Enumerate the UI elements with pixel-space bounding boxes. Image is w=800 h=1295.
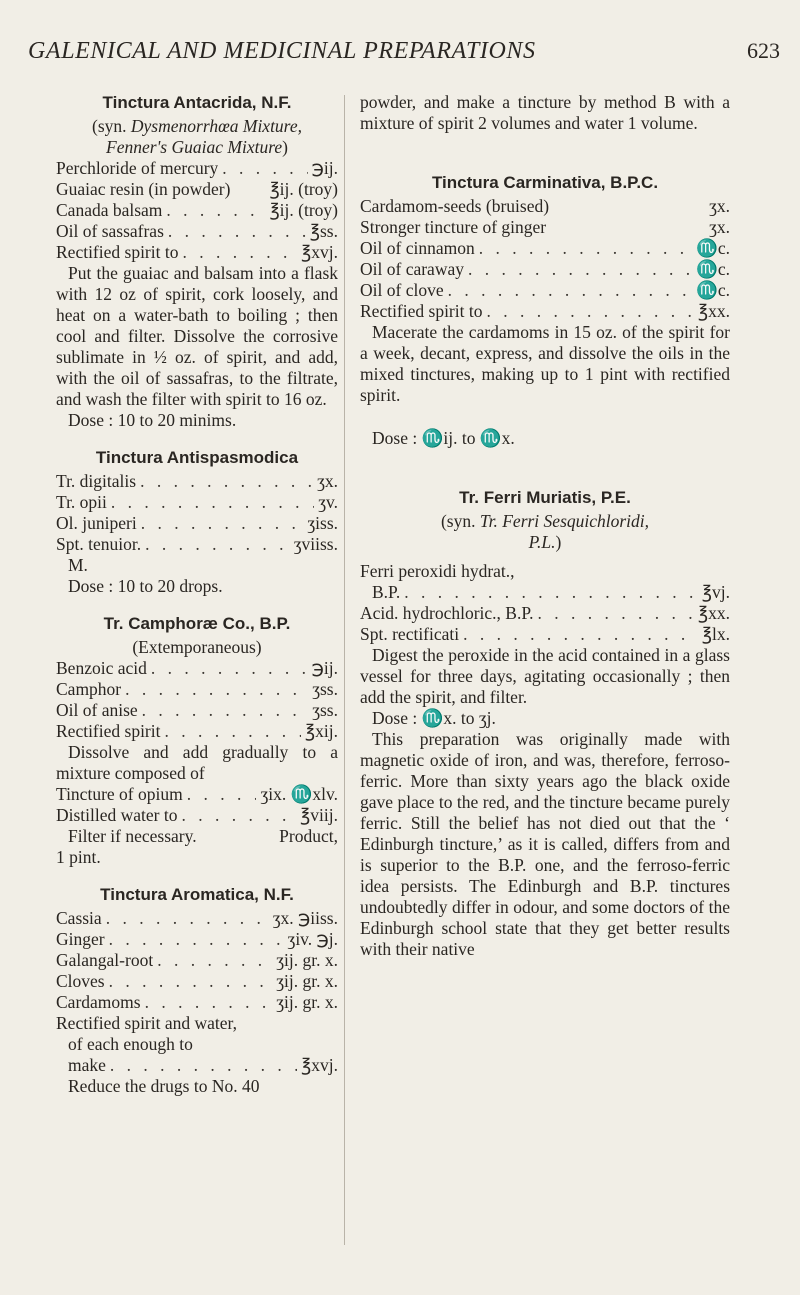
ingredient-qty: ʒss. (312, 679, 338, 699)
synonym-line-2 (56, 137, 338, 158)
ingredient-name: Guaiac resin (in powder) (56, 179, 231, 199)
dose-text: Dose : 10 to 20 drops. (68, 576, 223, 596)
ingredient-row (360, 301, 730, 322)
ingredient-qty: ℥xvj. (301, 242, 338, 262)
method-text: Reduce the drugs to No. 40 (68, 1076, 260, 1096)
ingredient-row (360, 196, 730, 217)
ingredient-name: Ol. juniperi (56, 513, 137, 533)
page-number: 623 (747, 38, 780, 63)
synonym-prefix: (syn. (440, 511, 480, 531)
ingredient-qty: ʒx. (709, 196, 730, 216)
ingredient-row (56, 700, 338, 721)
right-column (360, 92, 730, 960)
ingredient-name: make (68, 1055, 106, 1075)
ingredient-row (56, 971, 338, 992)
ingredient-row (56, 929, 338, 950)
ingredient-row (56, 179, 338, 200)
ingredient-name: Rectified spirit to (360, 301, 483, 321)
ingredient-name: Tr. digitalis (56, 471, 137, 491)
ingredient-qty: ʒij. gr. x. (276, 992, 338, 1012)
filter-line (56, 826, 338, 847)
recipe-camphorae (56, 613, 338, 868)
ingredient-row (56, 908, 338, 929)
recipe-title: Tr. Camphoræ Co., B.P. (103, 614, 291, 633)
ingredient-qty: ʒx. ℈iiss. (272, 908, 338, 928)
ingredient-name: Tr. opii (56, 492, 107, 512)
ingredient-qty: ʒiv. ℈j. (287, 929, 338, 949)
ingredient-name: Camphor (56, 679, 122, 699)
ingredient-name: Cardamoms (56, 992, 141, 1012)
ingredient-qty: ♏c. (696, 238, 730, 258)
ingredient-name: Perchloride of mercury (56, 158, 219, 178)
dose-text: Dose : 10 to 20 minims. (68, 410, 237, 430)
ingredient-name: Benzoic acid (56, 658, 147, 678)
ingredient-row (56, 721, 338, 742)
ingredient-name: Acid. hydrochloric., B.P. (360, 603, 534, 623)
column-divider (344, 95, 345, 1245)
vehicle-line-2: of each enough to (68, 1034, 193, 1054)
ingredient-qty: ℈ij. (311, 158, 338, 178)
recipe-title: Tinctura Aromatica, N.F. (100, 885, 294, 904)
synonym-line-2 (360, 532, 730, 553)
ingredient-qty: ℥ij. (troy) (269, 200, 338, 220)
recipe-title: Tinctura Antispasmodica (95, 448, 299, 467)
ingredient-row (360, 280, 730, 301)
ingredient-list-2 (56, 784, 338, 826)
ingredient-name: Oil of cinnamon (360, 238, 475, 258)
synonym-name: P.L. (528, 532, 556, 552)
ingredient-row (56, 805, 338, 826)
ingredient-name: Rectified spirit to (56, 242, 179, 262)
ingredient-qty: ℥vj. (701, 582, 730, 602)
ingredient-name: Cassia (56, 908, 102, 928)
ingredient-name: Oil of sassafras (56, 221, 164, 241)
method-text: Put the guaiac and balsam into a flask with 12 oz of spirit, cork loosely, and heat on a water-bath to boiling ; then cool and filter. Dissolve the corrosive sublimate in ½ oz. of spirit, and add, with the oil of sassafras, to the filtrate, and wash the filter with spirit to 16 oz. (56, 263, 338, 409)
recipe-carminativa (360, 172, 730, 449)
dose-text: Dose : ♏ij. to ♏x. (372, 428, 515, 448)
ingredient-qty: ʒix. ♏xlv. (260, 784, 338, 804)
ingredient-row (360, 603, 730, 624)
ingredient-qty: ʒij. gr. x. (276, 950, 338, 970)
ingredient-qty: ʒviiss. (293, 534, 338, 554)
recipe-ferri (360, 487, 730, 960)
ingredient-qty: ℥viij. (300, 805, 338, 825)
synonym-name: Dysmenorrhœa Mixture, (130, 116, 302, 136)
vehicle-line: Rectified spirit and water, (56, 1013, 238, 1033)
ingredient-row (360, 217, 730, 238)
ingredient-row (360, 238, 730, 259)
ingredient-row (56, 242, 338, 263)
ingredient-qty: ℥lx. (701, 624, 730, 644)
ingredient-row (56, 679, 338, 700)
ingredient-list (360, 561, 730, 645)
ingredient-qty: ʒiss. (307, 513, 338, 533)
method-text: Macerate the cardamoms in 15 oz. of the spirit for a week, decant, express, and dissolve the oils in the mixed tinctures, making up to 1 pint with rectified spirit. (360, 322, 730, 405)
ingredient-name: Ginger (56, 929, 105, 949)
ingredient-row (56, 1055, 338, 1076)
ingredient-list (56, 158, 338, 263)
ingredient-list (56, 471, 338, 555)
ingredient-row (56, 658, 338, 679)
ingredient-name: Cloves (56, 971, 105, 991)
ingredient-row (56, 492, 338, 513)
ingredient-qty: ℈ij. (311, 658, 338, 678)
recipe-title: Tinctura Carminativa, B.P.C. (431, 173, 659, 192)
filter-text: Filter if necessary. (68, 826, 197, 846)
ingredient-name: Spt. rectificati (360, 624, 460, 644)
ingredient-row (56, 534, 338, 555)
recipe-aromatica (56, 884, 338, 1097)
ingredient-name: Distilled water to (56, 805, 178, 825)
ingredient-row (360, 624, 730, 645)
mix-direction: M. (68, 555, 88, 575)
synonym-name: Tr. Ferri Sesquichloridi, (479, 511, 650, 531)
running-head (28, 38, 780, 65)
method-text: Digest the peroxide in the acid contained in a glass vessel for three days, agitating occasionally ; then add the spirit, and filter. (360, 645, 730, 707)
history-text: This preparation was originally made with magnetic oxide of iron, and was, therefore, ferroso-ferric. More than sixty years ago the black oxide gave place to the red, and the tincture became purely ferric. Still the belief has not died out that the ‘ Edinburgh tincture,’ as it is called, differs from and is superior to the B.P. one, and the ferroso-ferric idea persists. The Edinburgh and B.P. tinctures undoubtedly differ in odour, and some doctors of the Edinburgh school state that they get better results with their native (360, 729, 730, 959)
ingredient-name: Oil of caraway (360, 259, 464, 279)
ingredient-name: Galangal-root (56, 950, 154, 970)
synonym (56, 116, 338, 137)
ingredient-name: Canada balsam (56, 200, 163, 220)
ingredient-row (360, 259, 730, 280)
ingredient-row (56, 784, 338, 805)
running-title: GALENICAL AND MEDICINAL PREPARATIONS (28, 38, 536, 64)
method-text: Dissolve and add gradually to a mixture composed of (56, 742, 338, 783)
ingredient-name: Spt. tenuior. (56, 534, 142, 554)
ingredient-qty: ℥ij. (troy) (269, 179, 338, 199)
ingredient-qty: ℥xx. (698, 301, 730, 321)
synonym-close: ) (555, 532, 562, 552)
product-label: Product, (279, 826, 338, 846)
ingredient-qty: ʒx. (709, 217, 730, 237)
ingredient-qty: ʒij. gr. x. (276, 971, 338, 991)
ingredient-qty: ♏c. (696, 259, 730, 279)
ingredient-name: Tincture of opium (56, 784, 183, 804)
ingredient-name: Stronger tincture of ginger (360, 217, 547, 237)
ingredient-qty: ℥ss. (309, 221, 338, 241)
recipe-title: Tr. Ferri Muriatis, P.E. (459, 488, 631, 507)
ingredient-row (56, 513, 338, 534)
synonym-name: Fenner's Guaiac Mixture (106, 137, 283, 157)
synonym-close: ) (282, 137, 288, 157)
continued-text: powder, and make a tincture by method B with a mixture of spirit 2 volumes and water 1 volume. (360, 92, 730, 133)
ingredient-name: Cardamom-seeds (bruised) (360, 196, 550, 216)
ingredient-qty: ℥xx. (698, 603, 730, 623)
ingredient-name: B.P. (372, 582, 401, 602)
synonym-prefix: (syn. (92, 116, 131, 136)
ingredient-row (56, 471, 338, 492)
ingredient-list (56, 908, 338, 1013)
ingredient-row (56, 221, 338, 242)
ingredient-row (360, 582, 730, 603)
recipe-subtitle: (Extemporaneous) (132, 637, 262, 657)
left-column (56, 92, 338, 1097)
recipe-title: Tinctura Antacrida, N.F. (102, 93, 292, 112)
ingredient-name-line: Ferri peroxidi hydrat., (360, 561, 515, 581)
ingredient-name: Oil of clove (360, 280, 444, 300)
recipe-antacrida (56, 92, 338, 431)
ingredient-name: Oil of anise (56, 700, 138, 720)
ingredient-qty: ʒv. (318, 492, 338, 512)
ingredient-qty: ♏c. (696, 280, 730, 300)
ingredient-list (360, 196, 730, 322)
recipe-antispasmodica (56, 447, 338, 597)
ingredient-qty: ʒss. (312, 700, 338, 720)
ingredient-qty: ʒx. (317, 471, 338, 491)
ingredient-name: Rectified spirit (56, 721, 161, 741)
ingredient-row (56, 992, 338, 1013)
ingredient-row (56, 158, 338, 179)
ingredient-qty: ℥xvj. (301, 1055, 338, 1075)
dose-text: Dose : ♏x. to ʒj. (372, 708, 496, 728)
ingredient-qty: ℥xij. (305, 721, 338, 741)
synonym (360, 511, 730, 532)
ingredient-row (56, 200, 338, 221)
ingredient-list (56, 658, 338, 742)
product-amount: 1 pint. (56, 847, 101, 867)
ingredient-row (56, 950, 338, 971)
